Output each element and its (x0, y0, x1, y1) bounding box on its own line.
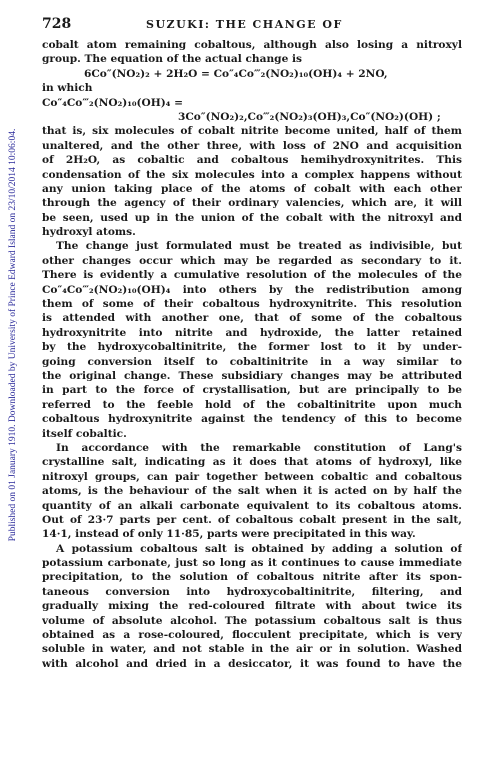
text-line: potassium carbonate, just so long as it continues to cause immediate (42, 557, 462, 570)
text-line: nitroxyl groups, can pair together between cobaltic and cobaltous (42, 470, 462, 483)
text-line: Out of 23·7 parts per cent. of cobaltous cobalt present in the salt, (42, 513, 462, 526)
text-line: them of some of their cobaltous hydroxynitrite. This resolution (42, 298, 462, 311)
equation-line: 6Co″(NO₂)₂ + 2H₂O = Co″₄Co‴₂(NO₂)₁₀(OH)₄ + 2NO, (84, 67, 388, 80)
text-line: There is evidently a cumulative resolution of the molecules of the (42, 269, 462, 282)
equation-line: Co″₄Co‴₂(NO₂)₁₀(OH)₄ = (42, 96, 184, 109)
text-line: other changes occur which may be regarded as secondary to it. (42, 254, 462, 267)
text-line: the original change. These subsidiary changes may be attributed (42, 369, 462, 382)
download-watermark (6, 40, 20, 630)
text-line: In accordance with the remarkable constitution of Lang's (56, 441, 462, 454)
text-line: of 2H₂O, as cobaltic and cobaltous hemihydroxynitrites. This (42, 154, 462, 167)
text-line: hydroxyl atoms. (42, 226, 136, 239)
text-line: that is, six molecules of cobalt nitrite become united, half of them (42, 125, 462, 138)
text-line: with alcohol and dried in a desiccator, it was found to have the (42, 657, 462, 670)
text-line: taneous conversion into hydroxycobaltinitrite, filtering, and (42, 585, 462, 598)
text-line: volume of absolute alcohol. The potassium cobaltous salt is thus (42, 614, 462, 627)
body-text (42, 38, 462, 671)
text-line: through the agency of their ordinary valencies, which are, it will (42, 197, 462, 210)
download-watermark-text: Published on 01 January 1910. Downloaded by University of Prince Edward Island on 23/10/2014 10:06:04. (8, 128, 18, 542)
running-title: SUZUKI: THE CHANGE OF (146, 18, 343, 31)
text-line: be seen, used up in the union of the cobalt with the nitroxyl and (42, 211, 462, 224)
text-line: cobaltous hydroxynitrite against the tendency of this to become (42, 413, 462, 426)
text-line: in part to the force of crystallisation, but are principally to be (42, 384, 462, 397)
text-line: by the hydroxycobaltinitrite, the former lost to it by under- (42, 341, 462, 354)
text-line: in which (42, 82, 93, 95)
text-line: The change just formulated must be treated as indivisible, but (56, 240, 462, 253)
text-line: hydroxynitrite into nitrite and hydroxide, the latter retained (42, 326, 462, 339)
page-header (42, 10, 462, 36)
text-line: atoms, is the behaviour of the salt when it is acted on by half the (42, 485, 462, 498)
text-line: going conversion itself to cobaltinitrite in a way similar to (42, 355, 462, 368)
text-line: 14·1, instead of only 11·85, parts were precipitated in this way. (42, 528, 416, 541)
text-line: obtained as a rose-coloured, flocculent precipitate, which is very (42, 629, 462, 642)
text-line: is attended with another one, that of some of the cobaltous (42, 312, 462, 325)
text-line: gradually mixing the red-coloured filtrate with about twice its (42, 600, 462, 613)
text-line: unaltered, and the other three, with loss of 2NO and acquisition (42, 139, 462, 152)
text-line: soluble in water, and not stable in the air or in solution. Washed (42, 643, 462, 656)
text-line: precipitation, to the solution of cobaltous nitrite after its spon- (42, 571, 462, 584)
page-number: 728 (42, 16, 72, 32)
text-line: A potassium cobaltous salt is obtained by adding a solution of (56, 542, 462, 555)
text-line: group. The equation of the actual change is (42, 53, 303, 66)
text-line: Co″₄Co‴₂(NO₂)₁₀(OH)₄ into others by the redistribution among (42, 283, 462, 296)
text-line: itself cobaltic. (42, 427, 127, 440)
text-line: quantity of an alkali carbonate equivalent to its cobaltous atoms. (42, 499, 462, 512)
equation-line: 3Co″(NO₂)₂,Co‴₂(NO₂)₃(OH)₃,Co″(NO₂)(OH) ; (178, 110, 441, 123)
text-line: crystalline salt, indicating as it does that atoms of hydroxyl, like (42, 456, 462, 469)
text-line: condensation of the six molecules into a complex happens without (42, 168, 462, 181)
text-line: any union taking place of the atoms of cobalt with each other (42, 182, 462, 195)
paper-page (42, 10, 462, 671)
text-line: referred to the feeble hold of the cobaltinitrite upon much (42, 398, 462, 411)
text-line: cobalt atom remaining cobaltous, although also losing a nitroxyl (42, 39, 462, 51)
